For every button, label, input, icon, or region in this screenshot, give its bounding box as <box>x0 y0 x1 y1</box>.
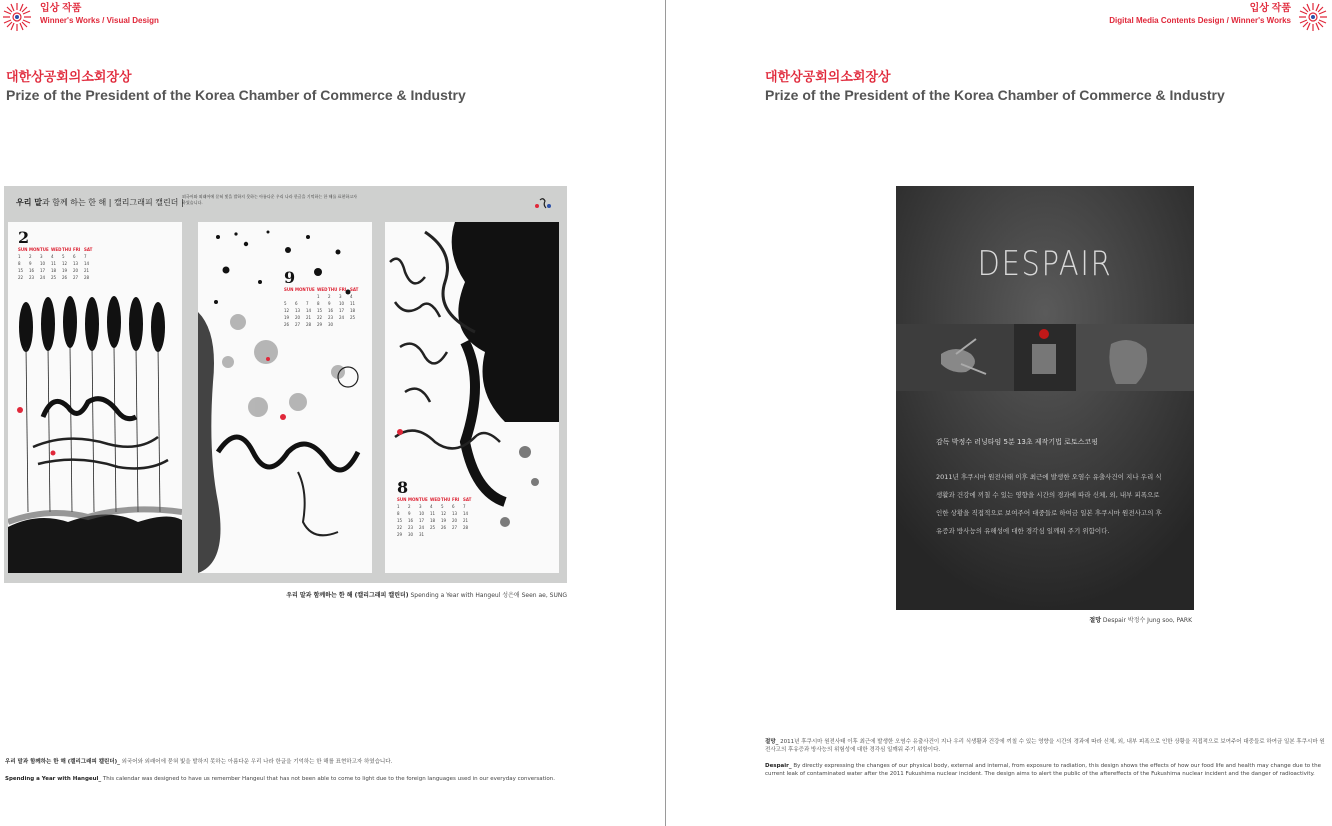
weekday-label: SAT <box>350 287 359 292</box>
header-en: Digital Media Contents Design / Winner's Works <box>1109 15 1291 25</box>
calendar-day: 3 <box>419 504 422 509</box>
description-en: Despair_ By directly expressing the changes of our physical body, external and internal, from exposure to radiation, this design shows the effects of how our food life and health may change due to the current leak of contaminated water after the 2011 Fukushima nuclear incident. The design aims to alert the public of the aftereffects of the Fukushima nuclear incident and the danger of radioactivity. <box>765 763 1321 777</box>
calendar-day: 5 <box>441 504 444 509</box>
weekday-label: FRI <box>452 497 460 502</box>
calendar-day: 15 <box>18 268 24 273</box>
page-header <box>40 3 159 26</box>
weekday-label: FRI <box>73 247 81 252</box>
calendar-week <box>18 274 95 281</box>
weekday-label: SUN <box>18 247 28 252</box>
weekday-label: MON <box>408 497 419 502</box>
page-header <box>1109 3 1291 26</box>
description-kr: 우리 말과 함께하는 한 해 (캘리그래피 캘린더)_ 외국어와 외래어에 묻혀 빛을 발하지 못하는 아름다운 우리 나라 한글을 기억하는 한 해를 표현하고자 하였습니다. <box>5 759 393 765</box>
calendar-day: 5 <box>62 254 65 259</box>
calendar-day: 22 <box>397 525 403 530</box>
calendar-day: 29 <box>397 532 403 537</box>
calendar-day: 29 <box>317 322 323 327</box>
calendar-grid: 8 SUN MON TUE WED THU FRI SAT 1 2 3 4 5 6 7 8 9 10 11 12 13 14 15 16 17 18 19 20 21 22 23 24 25 26 27 28 29 30 31 <box>397 480 474 538</box>
calendar-week <box>397 510 474 517</box>
calendar-week <box>397 524 474 531</box>
calendar-day: 26 <box>284 322 290 327</box>
calendar-day: 27 <box>452 525 458 530</box>
calendar-panel-september <box>198 222 372 573</box>
calendar-day: 11 <box>350 301 356 306</box>
calendar-day <box>306 293 317 300</box>
weekday-label: WED <box>317 287 328 292</box>
calendar-day: 18 <box>430 518 436 523</box>
description-kr: 절망_ 2011년 후쿠시마 원전사태 이후 최근에 발생한 오염수 유출사건이 지나 우리 식생활과 건강에 끼칠 수 있는 영향을 시간의 경과에 따라 신체, 외, 내부 피폭으로 인한 상황을 직접적으로 보여주어 대중들로 하여금 일본 후쿠시마 원전사고의 후유증과 방사능의 위험성에 대한 경각심 일깨워 주기 위함이다. <box>765 739 1325 753</box>
calendar-day <box>350 321 361 328</box>
prize-title-en: Prize of the President of the Korea Chamber of Commerce & Industry <box>765 87 1225 103</box>
calendar-day: 14 <box>84 261 90 266</box>
calendar-day: 12 <box>441 511 447 516</box>
calendar-day: 17 <box>419 518 425 523</box>
weekday-label: SUN <box>397 497 407 502</box>
weekday-label: SAT <box>463 497 472 502</box>
right-page <box>667 0 1332 826</box>
calendar-day: 24 <box>40 275 46 280</box>
film-stills <box>896 324 1194 391</box>
calendar-day: 19 <box>441 518 447 523</box>
poster-title: DESPAIR <box>977 244 1113 284</box>
calendar-day <box>284 293 295 300</box>
weekday-label: TUE <box>419 497 428 502</box>
calendar-day: 13 <box>452 511 458 516</box>
calendar-week <box>284 300 361 307</box>
calendar-week <box>284 307 361 314</box>
calendar-day: 4 <box>430 504 433 509</box>
calendar-day: 10 <box>40 261 46 266</box>
poster-synopsis: 2011년 후쿠시마 원전사태 이후 최근에 발생한 오염수 유출사건이 지나 우리 식생활과 건강에 끼칠 수 있는 영향을 시간의 경과에 따라 신체, 외, 내부 피폭으로 인한 상황을 직접적으로 보여주어 대중들로 하여금 일본 후쿠시마 원전사고의 후유증과 방사능의 유해성에 대한 경각심 일깨워 주기 위함이다. <box>936 473 1162 535</box>
calendar-day: 27 <box>73 275 79 280</box>
calendar-day: 30 <box>328 322 334 327</box>
board-title: 우리 말과 함께 하는 한 해 | 캘리그래피 캘린더 | <box>16 198 184 207</box>
calendar-day: 8 <box>397 511 400 516</box>
calendar-day: 16 <box>328 308 334 313</box>
description-text <box>765 739 1329 787</box>
calendar-day: 28 <box>306 322 312 327</box>
calendar-day: 8 <box>18 261 21 266</box>
calendar-day: 14 <box>306 308 312 313</box>
calendar-week <box>18 267 95 274</box>
calendar-day: 22 <box>317 315 323 320</box>
calendar-week <box>397 517 474 524</box>
calendar-artwork <box>4 186 567 583</box>
calendar-day: 23 <box>29 275 35 280</box>
calendar-week <box>284 314 361 321</box>
artwork-caption: 우리 말과 함께하는 한 해 (캘리그래피 캘린더) Spending a Year with Hangeul 성은애 Seen ae, SUNG <box>286 592 567 599</box>
calendar-day: 31 <box>419 532 425 537</box>
calendar-day: 30 <box>408 532 414 537</box>
calendar-day: 18 <box>51 268 57 273</box>
calendar-day: 27 <box>295 322 301 327</box>
calendar-day: 16 <box>408 518 414 523</box>
calendar-day: 4 <box>350 294 353 299</box>
calendar-day: 23 <box>408 525 414 530</box>
weekday-label: THU <box>328 287 338 292</box>
calendar-day: 7 <box>306 301 309 306</box>
calendar-day: 5 <box>284 301 287 306</box>
calendar-day: 11 <box>430 511 436 516</box>
calendar-day: 12 <box>62 261 68 266</box>
calendar-day: 18 <box>350 308 356 313</box>
calendar-day: 1 <box>397 504 400 509</box>
calendar-day: 12 <box>284 308 290 313</box>
calendar-day: 20 <box>295 315 301 320</box>
calendar-day: 9 <box>328 301 331 306</box>
calendar-week <box>284 321 361 328</box>
weekday-label: SAT <box>84 247 93 252</box>
calendar-day: 28 <box>463 525 469 530</box>
calendar-day: 10 <box>419 511 425 516</box>
weekday-label: MON <box>29 247 40 252</box>
calendar-day: 25 <box>51 275 57 280</box>
calendar-week <box>397 531 474 538</box>
flower-logo-icon <box>2 2 32 32</box>
calendar-day <box>463 531 474 538</box>
header-kr: 입상 작품 <box>40 3 82 14</box>
calendar-day: 21 <box>463 518 469 523</box>
calendar-day: 20 <box>452 518 458 523</box>
calendar-day: 1 <box>18 254 21 259</box>
calendar-day: 9 <box>408 511 411 516</box>
artwork-caption: 절망 Despair 박정수 Jung soo, PARK <box>1089 617 1192 624</box>
calendar-day: 7 <box>463 504 466 509</box>
page-divider <box>665 0 666 826</box>
calendar-day: 24 <box>419 525 425 530</box>
calendar-day: 3 <box>40 254 43 259</box>
calendar-day: 13 <box>295 308 301 313</box>
calendar-day: 21 <box>84 268 90 273</box>
calendar-day: 17 <box>339 308 345 313</box>
flower-logo-icon <box>1298 2 1328 32</box>
calendar-week <box>18 260 95 267</box>
calendar-day: 4 <box>51 254 54 259</box>
calendar-day: 11 <box>51 261 57 266</box>
board-description: 외국어와 외래어에 묻혀 빛을 발하지 못하는 아름다운 우리 나라 한글을 기억하는 한 해를 표현하고자 하였습니다. <box>182 194 357 205</box>
weekday-label: TUE <box>306 287 315 292</box>
prize-title-en: Prize of the President of the Korea Chamber of Commerce & Industry <box>6 87 466 103</box>
calendar-week <box>397 503 474 510</box>
calendar-day: 15 <box>397 518 403 523</box>
poster-credits: 감독 박정수 러닝타임 5분 13초 제작기법 로토스코핑 <box>936 438 1098 446</box>
prize-title-kr: 대한상공회의소회장상 <box>765 70 891 85</box>
calendar-day: 13 <box>73 261 79 266</box>
calligraphy-logo-icon <box>533 196 553 212</box>
calendar-day: 6 <box>73 254 76 259</box>
description-text <box>5 759 575 792</box>
calendar-day: 25 <box>350 315 356 320</box>
calendar-day: 1 <box>317 294 320 299</box>
calendar-day <box>295 293 306 300</box>
weekday-label: SUN <box>284 287 294 292</box>
prize-title-kr: 대한상공회의소회장상 <box>6 70 132 85</box>
weekday-label: WED <box>51 247 62 252</box>
calendar-day: 26 <box>62 275 68 280</box>
header-kr: 입상 작품 <box>1249 3 1291 14</box>
calendar-day: 8 <box>317 301 320 306</box>
description-en: Spending a Year with Hangeul_ This calendar was designed to have us remember Hangeul that has not been able to come to light due to the foreign languages used in our everyday conversation. <box>5 775 555 782</box>
calendar-day: 2 <box>408 504 411 509</box>
calendar-day: 26 <box>441 525 447 530</box>
weekday-label: TUE <box>40 247 49 252</box>
header-en: Winner's Works / Visual Design <box>40 15 159 25</box>
calendar-grid: 9 SUN MON TUE WED THU FRI SAT 1 2 3 4 5 6 7 8 9 10 11 12 13 14 15 16 17 18 19 20 21 22 23 24 25 26 27 28 29 30 <box>284 270 361 328</box>
calendar-panel-august <box>385 222 559 573</box>
weekday-label: WED <box>430 497 441 502</box>
calendar-day: 10 <box>339 301 345 306</box>
calendar-panel-february <box>8 222 182 573</box>
calendar-day: 28 <box>84 275 90 280</box>
calendar-day: 15 <box>317 308 323 313</box>
calendar-day: 19 <box>284 315 290 320</box>
calendar-day: 16 <box>29 268 35 273</box>
calendar-day: 6 <box>452 504 455 509</box>
calendar-week <box>18 253 95 260</box>
calendar-day: 20 <box>73 268 79 273</box>
calendar-day: 22 <box>18 275 24 280</box>
calendar-day: 9 <box>29 261 32 266</box>
calendar-day: 3 <box>339 294 342 299</box>
calendar-day: 21 <box>306 315 312 320</box>
calendar-day <box>441 531 452 538</box>
calendar-week <box>284 293 361 300</box>
weekday-label: FRI <box>339 287 347 292</box>
calendar-day: 25 <box>430 525 436 530</box>
calendar-day: 2 <box>328 294 331 299</box>
calendar-day: 7 <box>84 254 87 259</box>
calendar-day: 6 <box>295 301 298 306</box>
calendar-day: 24 <box>339 315 345 320</box>
weekday-label: MON <box>295 287 306 292</box>
calendar-day: 19 <box>62 268 68 273</box>
calendar-day: 17 <box>40 268 46 273</box>
calendar-day <box>452 531 463 538</box>
calendar-day: 14 <box>463 511 469 516</box>
calendar-day: 23 <box>328 315 334 320</box>
calendar-day <box>430 531 441 538</box>
calendar-grid: 2 SUN MON TUE WED THU FRI SAT 1 2 3 4 5 6 7 8 9 10 11 12 13 14 15 16 17 18 19 20 21 22 23 24 25 26 27 28 <box>18 230 95 281</box>
calendar-day <box>339 321 350 328</box>
weekday-label: THU <box>441 497 451 502</box>
calendar-day: 2 <box>29 254 32 259</box>
weekday-label: THU <box>62 247 72 252</box>
despair-poster <box>896 186 1194 610</box>
